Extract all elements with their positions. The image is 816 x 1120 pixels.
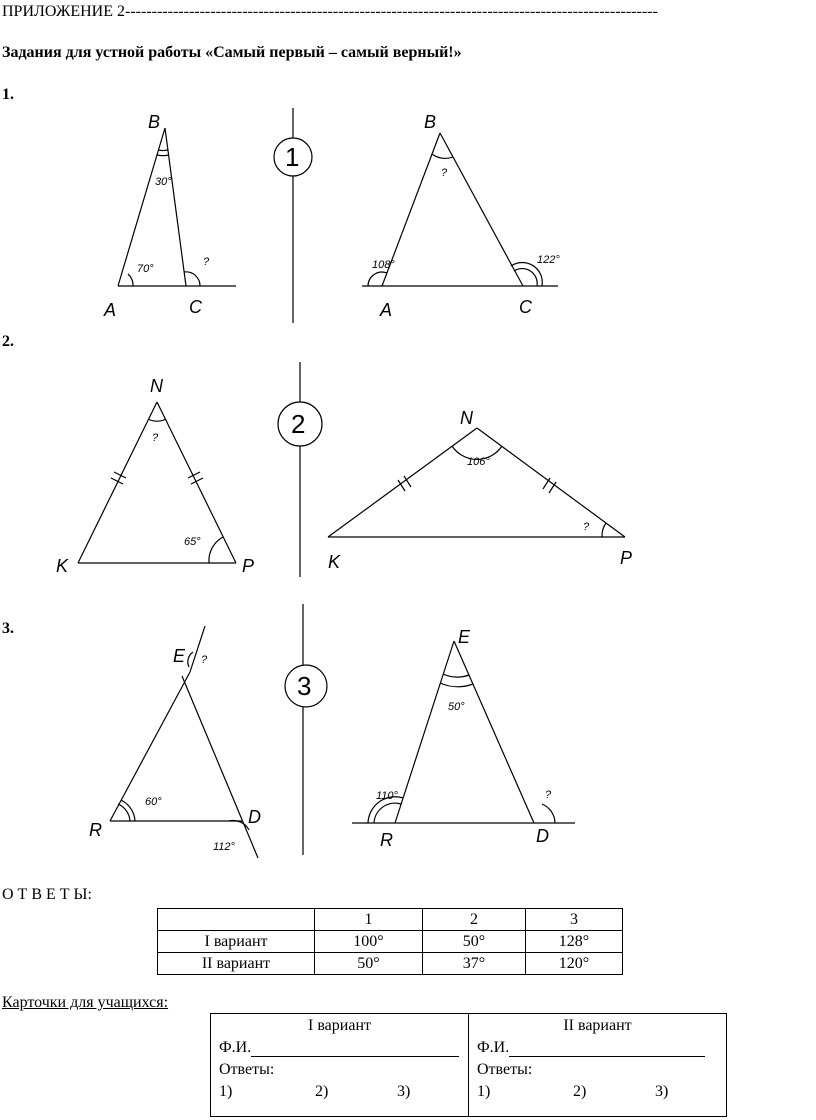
appendix-header: ПРИЛОЖЕНИЕ 2----------------------------------------------------------------------------------------------------: [2, 3, 658, 20]
section-number-3: 3.: [2, 620, 14, 637]
triangle-2a: [78, 402, 236, 563]
table-header-cell: 2: [423, 909, 526, 931]
label-d-3b: D: [536, 826, 549, 846]
table-header-cell: 3: [526, 909, 623, 931]
angle-e-3b: 50°: [448, 701, 465, 713]
label-n-2a: N: [150, 376, 163, 396]
answer-number-2: 2): [573, 1083, 587, 1100]
label-c-1b: C: [519, 297, 532, 317]
angle-p-2a: 65°: [184, 536, 201, 548]
card-variant-2: [468, 1014, 726, 1116]
label-d-3a: D: [248, 807, 261, 827]
angle-e-3a: ?: [201, 654, 208, 666]
name-blank-line: [509, 1040, 705, 1057]
divider-number-3: 3: [297, 671, 312, 701]
label-n-2b: N: [460, 408, 473, 428]
label-a-1b: A: [380, 300, 393, 320]
angle-n-2a: ?: [152, 432, 159, 444]
angle-d-3b: ?: [545, 789, 552, 801]
table-row: [158, 931, 623, 953]
table-header-cell: [158, 909, 315, 931]
triangle-1a: [118, 128, 236, 286]
card-title: II вариант: [563, 1017, 632, 1034]
table-cell: 37°: [423, 953, 526, 975]
label-p-2a: P: [242, 556, 255, 576]
label-k-2a: K: [56, 556, 69, 576]
answer-number-1: 1): [477, 1083, 491, 1100]
card-title: I вариант: [308, 1017, 371, 1034]
table-cell: 100°: [315, 931, 423, 953]
answer-number-3: 3): [655, 1083, 669, 1100]
angle-c-1a: ?: [203, 256, 210, 268]
name-label: Ф.И.: [477, 1039, 510, 1056]
name-field: [477, 1039, 705, 1057]
angle-d-3a: 112°: [213, 841, 235, 853]
angle-c-1b: 122°: [537, 254, 560, 266]
table-cell: 120°: [526, 953, 623, 975]
page-title: Задания для устной работы «Самый первый – самый верный!»: [2, 44, 462, 61]
table-cell: 50°: [315, 953, 423, 975]
section-number-2: 2.: [2, 333, 14, 350]
label-e-3a: E: [173, 646, 186, 666]
name-label: Ф.И.: [219, 1039, 252, 1056]
angle-a-1a: 70°: [137, 263, 154, 275]
label-k-2b: K: [328, 552, 341, 572]
student-cards: [210, 1013, 727, 1117]
angle-b-1a: 30°: [155, 176, 172, 188]
angle-a-1b: 108°: [372, 259, 395, 271]
answers-label: О Т В Е Т Ы:: [2, 886, 92, 903]
answers-caption: Ответы:: [219, 1061, 275, 1078]
divider-number-1: 1: [285, 142, 300, 172]
table-cell: I вариант: [158, 931, 315, 953]
label-b-1a: B: [148, 112, 161, 132]
label-r-3b: R: [380, 830, 393, 850]
answers-table: [157, 908, 623, 975]
angle-b-1b: ?: [441, 167, 448, 179]
label-r-3a: R: [89, 820, 102, 840]
angle-r-3a: 60°: [145, 796, 162, 808]
table-cell: 128°: [526, 931, 623, 953]
table-cell: II вариант: [158, 953, 315, 975]
triangle-2b: [328, 428, 625, 537]
name-field: [219, 1039, 459, 1057]
table-cell: 50°: [423, 931, 526, 953]
answer-number-1: 1): [219, 1083, 233, 1100]
label-c-1a: C: [189, 297, 202, 317]
divider-number-2: 2: [291, 409, 306, 439]
table-row: [158, 953, 623, 975]
label-p-2b: P: [620, 548, 633, 568]
name-blank-line: [251, 1040, 459, 1057]
section-number-1: 1.: [2, 86, 14, 103]
angle-p-2b: ?: [583, 521, 590, 533]
card-variant-1: [211, 1014, 468, 1116]
label-b-1b: B: [424, 112, 437, 132]
table-header-cell: 1: [315, 909, 423, 931]
answer-number-3: 3): [397, 1083, 411, 1100]
label-e-3b: E: [458, 627, 471, 647]
answers-caption: Ответы:: [477, 1061, 533, 1078]
label-a-1a: A: [104, 300, 117, 320]
cards-label: Карточки для учащихся:: [2, 994, 169, 1011]
angle-r-3b: 110°: [376, 790, 398, 802]
answer-number-2: 2): [315, 1083, 329, 1100]
angle-n-2b: 106°: [467, 456, 490, 468]
table-header-row: [158, 909, 623, 931]
